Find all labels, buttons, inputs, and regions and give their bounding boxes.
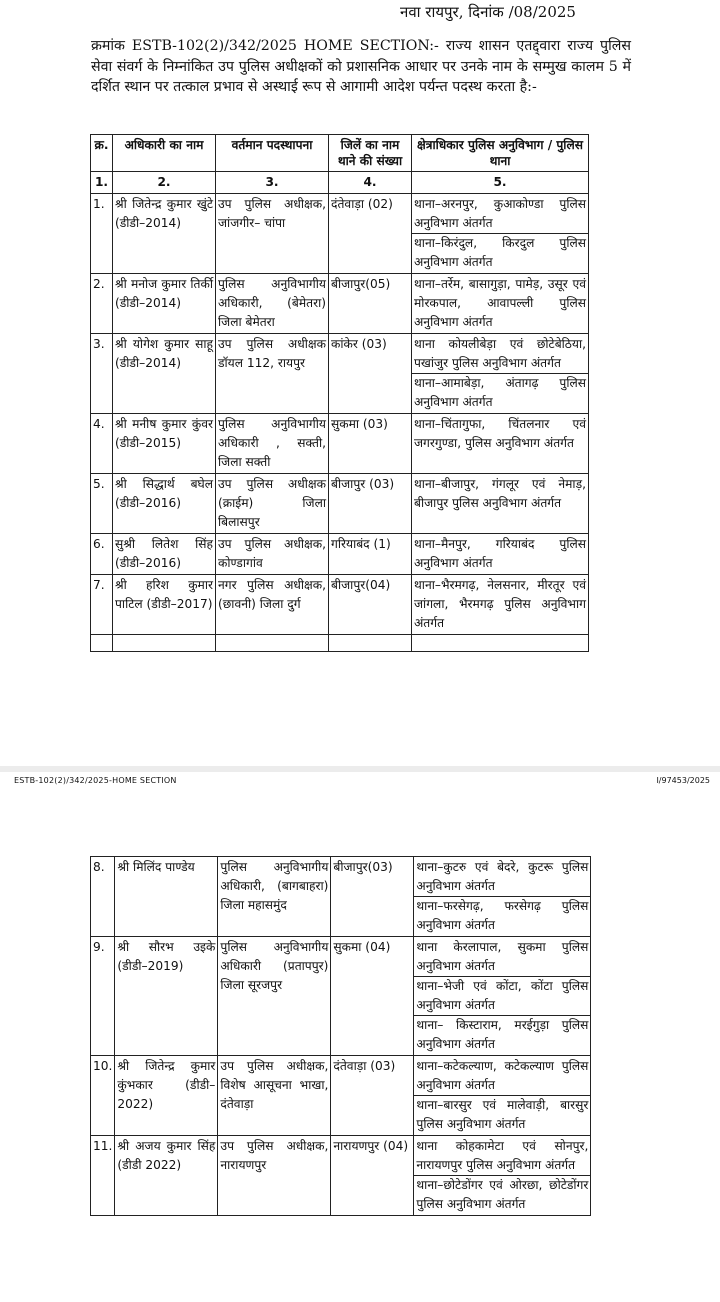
colnum: 2. [113, 172, 216, 194]
district-cell: सुकमा (04) [331, 937, 414, 1056]
header-serial: क्र. [91, 135, 113, 172]
serial-cell: 2. [91, 274, 113, 334]
serial-cell: 6. [91, 534, 113, 575]
jurisdiction-cell [412, 474, 589, 534]
officer-name-cell: श्री अजय कुमार सिंह (डीडी 2022) [115, 1136, 218, 1216]
header-officer-name: अधिकारी का नाम [113, 135, 216, 172]
jurisdiction-cell [414, 1136, 591, 1216]
serial-cell: 5. [91, 474, 113, 534]
current-posting-cell: उप पुलिस अधीक्षक, जांजगीर– चांपा [216, 194, 329, 274]
jurisdiction-entry: थाना–चिंतागुफा, चिंतलनार एवं जगरगुण्डा, पुलिस अनुविभाग अंतर्गत [414, 417, 586, 450]
colnum: 1. [91, 172, 113, 194]
header-district: जिलें का नाम थाने की संख्या [329, 135, 412, 172]
jurisdiction-entry: थाना–किरंदुल, किरदुल पुलिस अनुविभाग अंतर्गत [414, 236, 586, 269]
header-current-posting: वर्तमान पदस्थापना [216, 135, 329, 172]
jurisdiction-entry: थाना कोयलीबेड़ा एवं छोटेबेठिया, पखांजुर पुलिस अनुविभाग अंतर्गत [412, 335, 588, 374]
current-posting-cell: उप पुलिस अधीक्षक डॉयल 112, रायपुर [216, 334, 329, 414]
jurisdiction-cell [412, 534, 589, 575]
table-header-row [91, 135, 589, 172]
officer-name-cell: श्री सिद्धार्थ बघेल (डीडी–2016) [113, 474, 216, 534]
current-posting-cell: पुलिस अनुविभागीय अधिकारी, (बागबाहरा) जिला महासमुंद [218, 857, 331, 937]
district-cell: बीजापुर(05) [329, 274, 412, 334]
posting-table-page1 [90, 134, 589, 652]
current-posting-cell: उप पुलिस अधीक्षक (क्राईम) जिला बिलासपुर [216, 474, 329, 534]
officer-name-cell: श्री जितेन्द्र कुमार खुंटे (डीडी–2014) [113, 194, 216, 274]
jurisdiction-cell [412, 334, 589, 414]
colnum: 5. [412, 172, 589, 194]
district-cell: दंतेवाड़ा (03) [331, 1056, 414, 1136]
table-row [91, 414, 589, 474]
officer-name-cell: सुश्री लितेश सिंह (डीडी–2016) [113, 534, 216, 575]
officer-name-cell: श्री मनोज कुमार तिर्की (डीडी–2014) [113, 274, 216, 334]
table-body [91, 857, 591, 1216]
colnum: 4. [329, 172, 412, 194]
officer-name-cell: श्री योगेश कुमार साहू (डीडी–2014) [113, 334, 216, 414]
jurisdiction-entry: थाना कोहकामेटा एवं सोनपुर, नारायणपुर पुलिस अनुविभाग अंतर्गत [414, 1137, 590, 1176]
jurisdiction-entry: थाना–आमाबेड़ा, अंतागढ़ पुलिस अनुविभाग अंतर्गत [414, 376, 586, 409]
table-row [91, 334, 589, 414]
current-posting-cell: पुलिस अनुविभागीय अधिकारी, (बेमेतरा) जिला बेमेतरा [216, 274, 329, 334]
jurisdiction-cell [412, 194, 589, 274]
table-row [91, 194, 589, 274]
column-number-row [91, 172, 589, 194]
serial-cell: 1. [91, 194, 113, 274]
serial-cell: 11. [91, 1136, 115, 1216]
district-cell: दंतेवाड़ा (02) [329, 194, 412, 274]
jurisdiction-cell [412, 414, 589, 474]
table-row [91, 1136, 591, 1216]
document-number: I/97453/2025 [656, 776, 710, 785]
district-cell: गरियाबंद (1) [329, 534, 412, 575]
jurisdiction-entry: थाना–बीजापुर, गंगलूर एवं नेमाड़, बीजापुर पुलिस अनुविभाग अंतर्गत [414, 477, 586, 510]
jurisdiction-entry: थाना–कुटरु एवं बेदरे, कुटरू पुलिस अनुविभाग अंतर्गत [414, 858, 590, 897]
dateline: नवा रायपुर, दिनांक /08/2025 [400, 3, 576, 21]
table-row [91, 274, 589, 334]
file-reference: ESTB-102(2)/342/2025-HOME SECTION [14, 776, 177, 785]
officer-name-cell: श्री जितेन्द्र कुमार कुंभकार (डीडी–2022) [115, 1056, 218, 1136]
table-row [91, 474, 589, 534]
order-intro: क्रमांक ESTB-102(2)/342/2025 HOME SECTION:- राज्य शासन एतद्द्वारा राज्य पुलिस सेवा संवर्ग के निम्नांकित उप पुलिस अधीक्षकों को प्रशासनिक आधार पर उनके नाम के सम्मुख कालम 5 में दर्शित स्थान पर तत्काल प्रभाव से अस्थाई रूप से आगामी आदेश पर्यन्त पदस्थ करता है:- [91, 38, 631, 95]
jurisdiction-entry: थाना केरलापाल, सुकमा पुलिस अनुविभाग अंतर्गत [414, 938, 590, 977]
serial-cell: 7. [91, 575, 113, 635]
empty-cell [113, 635, 216, 652]
current-posting-cell: उप पुलिस अधीक्षक, नारायणपुर [218, 1136, 331, 1216]
serial-cell: 4. [91, 414, 113, 474]
jurisdiction-entry: थाना–भैरमगढ़, नेलसनार, मीरतूर एवं जांगला, भैरमगढ़ पुलिस अनुविभाग अंतर्गत [414, 578, 586, 630]
district-cell: बीजापुर(04) [329, 575, 412, 635]
empty-cell [329, 635, 412, 652]
current-posting-cell: उप पुलिस अधीक्षक, कोण्डागांव [216, 534, 329, 575]
jurisdiction-entry: थाना–तर्रेम, बासागुड़ा, पामेड़, उसूर एवं मोरकपाल, आवापल्ली पुलिस अनुविभाग अंतर्गत [414, 277, 586, 329]
officer-name-cell: श्री हरिश कुमार पाटिल (डीडी–2017) [113, 575, 216, 635]
jurisdiction-entry: थाना–अरनपुर, कुआकोण्डा पुलिस अनुविभाग अंतर्गत [412, 195, 588, 234]
current-posting-cell: पुलिस अनुविभागीय अधिकारी , सक्ती, जिला सक्ती [216, 414, 329, 474]
header-jurisdiction: क्षेत्राधिकार पुलिस अनुविभाग / पुलिस थाना [412, 135, 589, 172]
district-cell: बीजापुर(03) [331, 857, 414, 937]
jurisdiction-entry: थाना–भेजी एवं कोंटा, कोंटा पुलिस अनुविभाग अंतर्गत [414, 977, 590, 1016]
jurisdiction-entry: थाना– किस्टाराम, मरईगुड़ा पुलिस अनुविभाग अंतर्गत [416, 1018, 589, 1051]
page-2 [0, 772, 720, 1302]
jurisdiction-entry: थाना–बारसुर एवं मालेवाड़ी, बारसुर पुलिस अनुविभाग अंतर्गत [416, 1098, 589, 1131]
jurisdiction-cell [412, 274, 589, 334]
table-row [91, 937, 591, 1056]
district-cell: नारायणपुर (04) [331, 1136, 414, 1216]
jurisdiction-entry: थाना–फरसेगढ़, फरसेगढ़ पुलिस अनुविभाग अंतर्गत [416, 899, 589, 932]
empty-cell [412, 635, 589, 652]
jurisdiction-cell [414, 1056, 591, 1136]
table-row [91, 575, 589, 635]
officer-name-cell: श्री सौरभ उइके (डीडी–2019) [115, 937, 218, 1056]
current-posting-cell: नगर पुलिस अधीक्षक, (छावनी) जिला दुर्ग [216, 575, 329, 635]
serial-cell: 10. [91, 1056, 115, 1136]
continuation-row [91, 635, 589, 652]
officer-name-cell: श्री मनीष कुमार कुंवर (डीडी–2015) [113, 414, 216, 474]
colnum: 3. [216, 172, 329, 194]
empty-cell [91, 635, 113, 652]
jurisdiction-entry: थाना–मैनपुर, गरियाबंद पुलिस अनुविभाग अंतर्गत [414, 537, 586, 570]
jurisdiction-cell [414, 857, 591, 937]
table-row [91, 857, 591, 937]
jurisdiction-cell [412, 575, 589, 635]
posting-table-page2 [90, 856, 591, 1216]
jurisdiction-entry: थाना–छोटेडोंगर एवं ओरछा, छोटेडोंगर पुलिस अनुविभाग अंतर्गत [416, 1178, 589, 1211]
district-cell: कांकेर (03) [329, 334, 412, 414]
officer-name-cell: श्री मिलिंद पाण्डेय [115, 857, 218, 937]
jurisdiction-entry: थाना–कटेकल्याण, कटेकल्याण पुलिस अनुविभाग अंतर्गत [414, 1057, 590, 1096]
table-row [91, 534, 589, 575]
table-body [91, 194, 589, 652]
current-posting-cell: उप पुलिस अधीक्षक, विशेष आसूचना भाखा, दंतेवाड़ा [218, 1056, 331, 1136]
district-cell: बीजापुर (03) [329, 474, 412, 534]
serial-cell: 3. [91, 334, 113, 414]
serial-cell: 9. [91, 937, 115, 1056]
jurisdiction-cell [414, 937, 591, 1056]
empty-cell [216, 635, 329, 652]
current-posting-cell: पुलिस अनुविभागीय अधिकारी (प्रतापपुर) जिला सूरजपुर [218, 937, 331, 1056]
serial-cell: 8. [91, 857, 115, 937]
table-row [91, 1056, 591, 1136]
district-cell: सुकमा (03) [329, 414, 412, 474]
